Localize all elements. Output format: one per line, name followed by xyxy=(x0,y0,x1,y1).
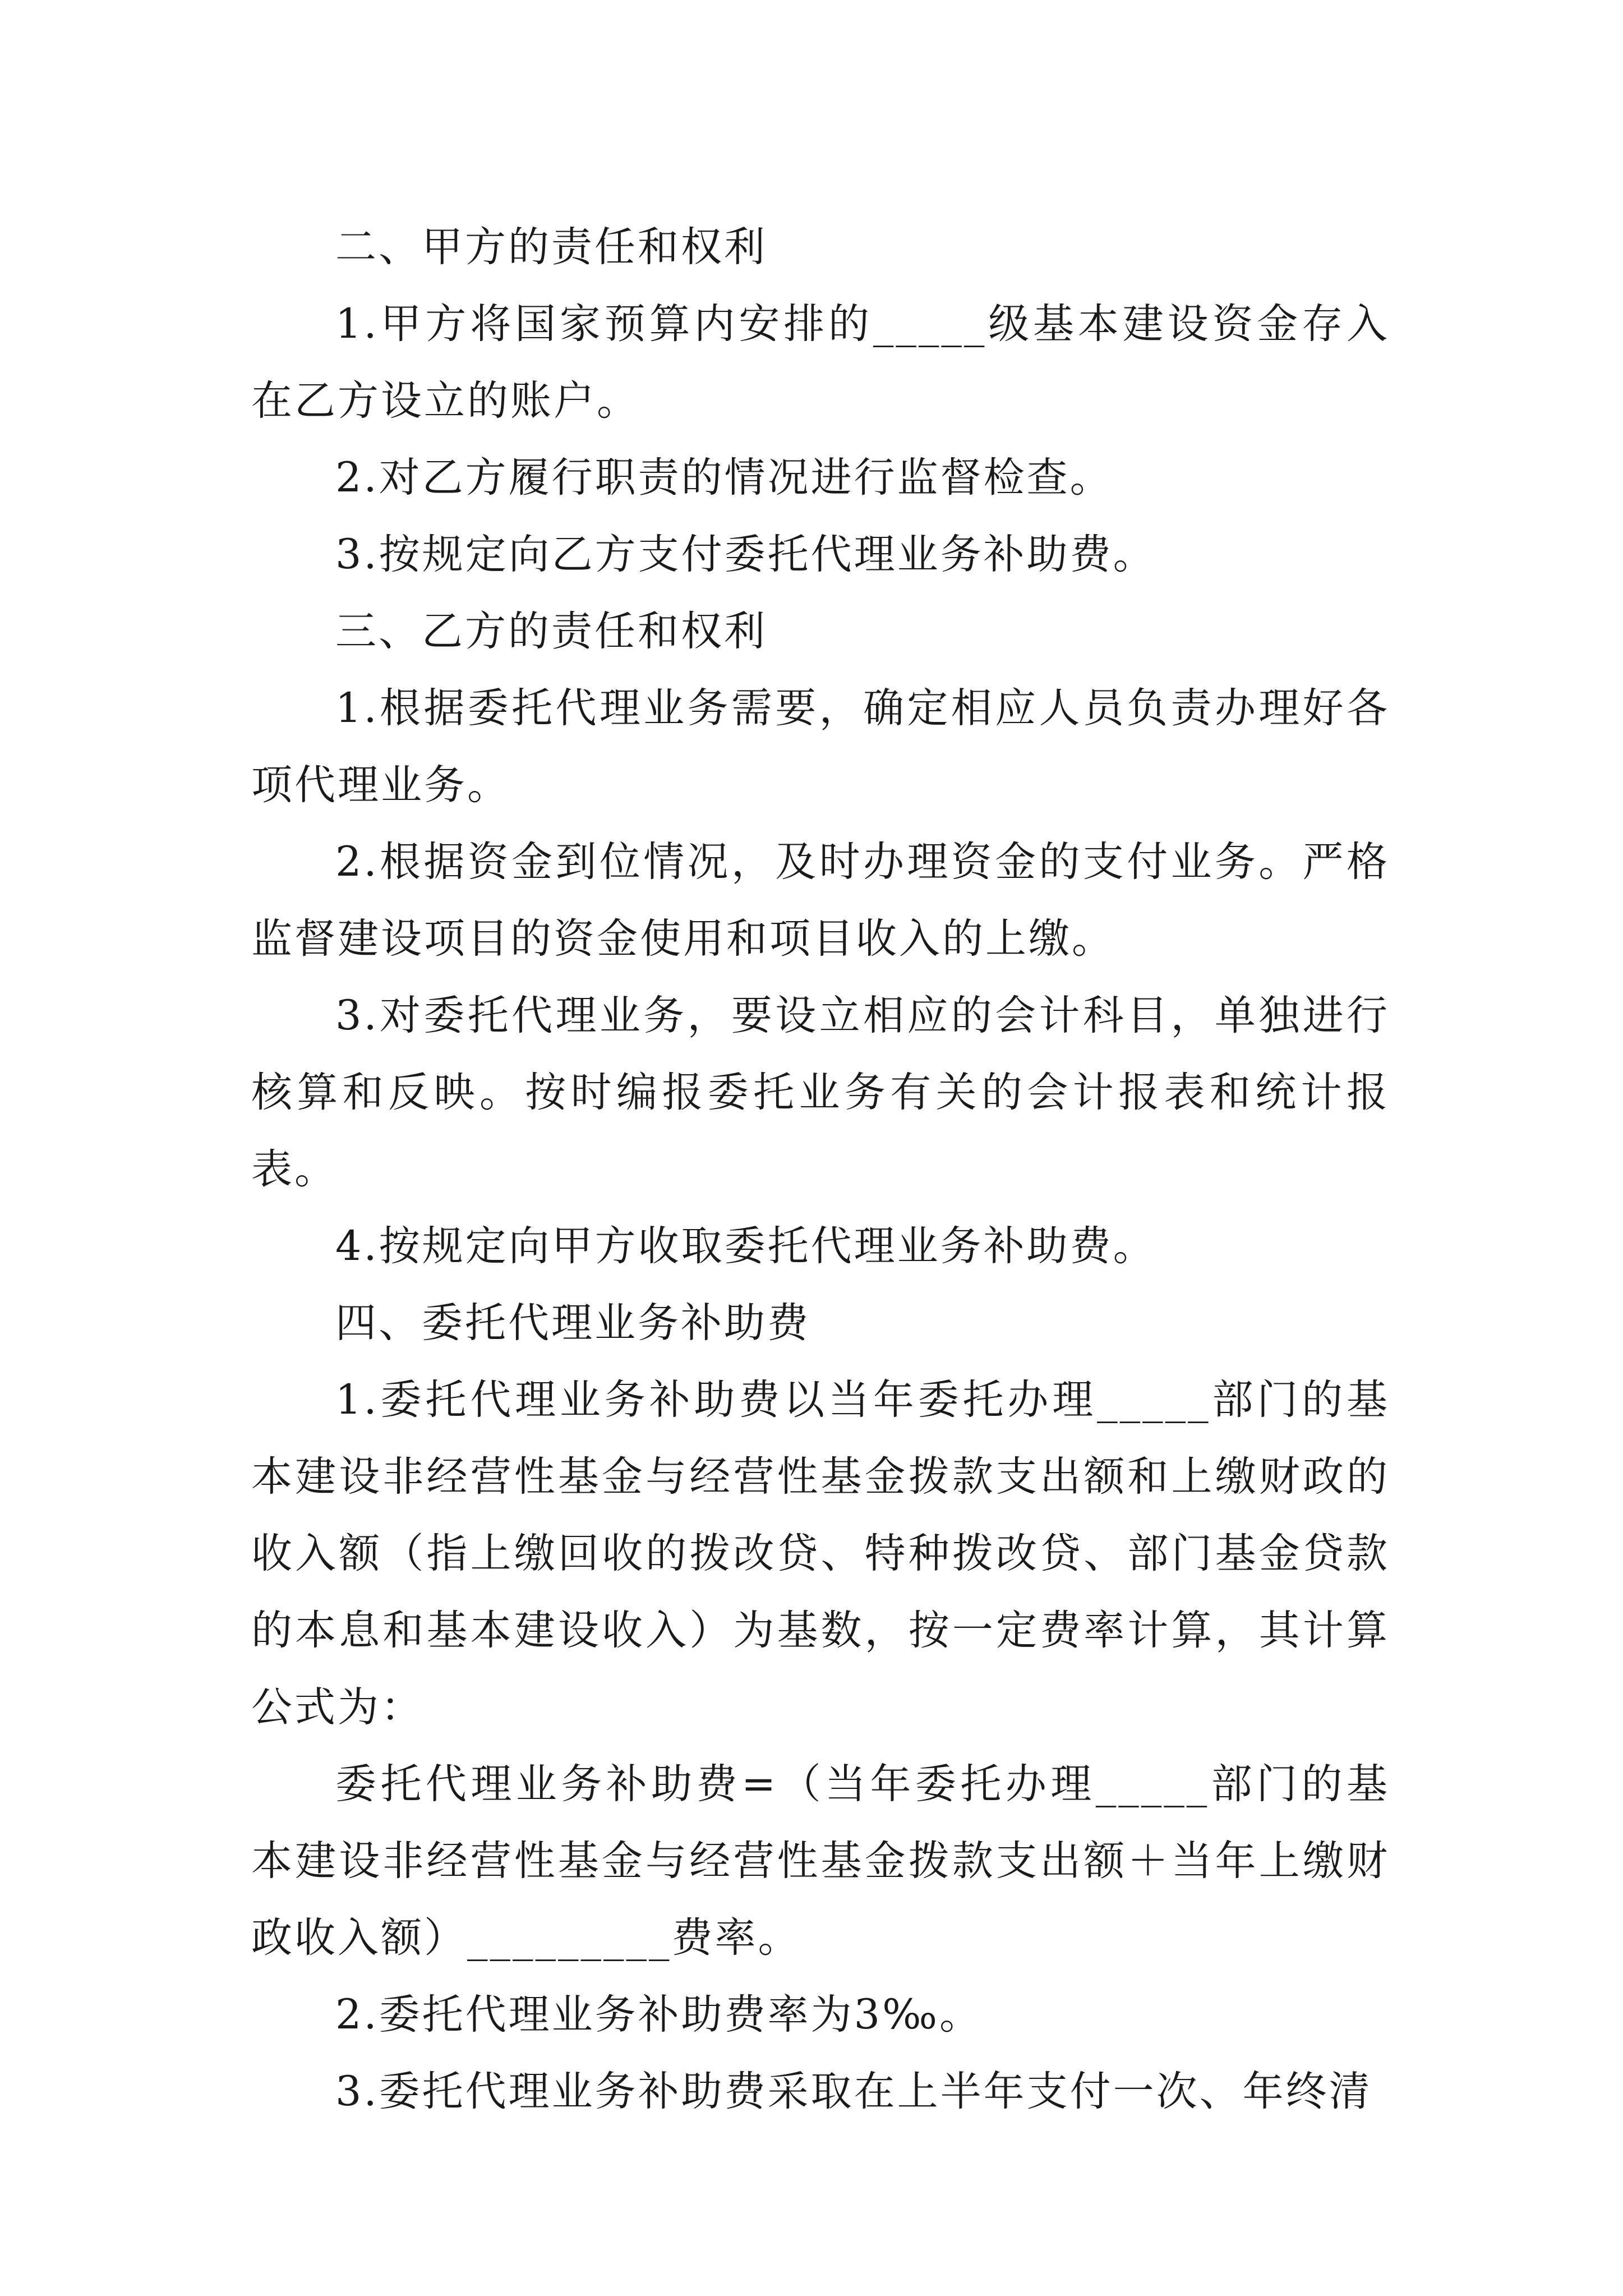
section-heading-subsidy: 四、委托代理业务补助费 xyxy=(335,1299,810,1347)
paragraph-b2: 2.根据资金到位情况，及时办理资金的支付业务。严格监督建设项目的资金使用和项目收入的上缴。 xyxy=(251,838,1390,963)
paragraph-b3: 3.对委托代理业务，要设立相应的会计科目，单独进行核算和反映。按时编报委托业务有关的会计报表和统计报表。 xyxy=(251,992,1390,1193)
paragraph-b1: 1.根据委托代理业务需要，确定相应人员负责办理好各项代理业务。 xyxy=(251,684,1390,809)
paragraph-b4: 4.按规定向甲方收取委托代理业务补助费。 xyxy=(335,1222,1156,1270)
paragraph-a1: 1.甲方将国家预算内安排的_____级基本建设资金存入在乙方设立的账户。 xyxy=(251,300,1390,425)
paragraph-formula: 委托代理业务补助费=（当年委托办理_____部门的基本建设非经营性基金与经营性基金拨款支出额＋当年上缴财政收入额）_________费率。 xyxy=(251,1760,1390,1962)
paragraph-a2: 2.对乙方履行职责的情况进行监督检查。 xyxy=(335,454,1113,501)
paragraph-c3: 3.委托代理业务补助费采取在上半年支付一次、年终清 xyxy=(335,2068,1372,2115)
section-heading-party-a: 二、甲方的责任和权利 xyxy=(335,223,767,271)
document-body xyxy=(251,209,1390,2130)
paragraph-c1: 1.委托代理业务补助费以当年委托办理_____部门的基本建设非经营性基金与经营性基金拨款支出额和上缴财政的收入额（指上缴回收的拨改贷、特种拨改贷、部门基金贷款的本息和基本建设收入）为基数，按一定费率计算，其计算公式为： xyxy=(251,1376,1390,1731)
section-heading-party-b: 三、乙方的责任和权利 xyxy=(335,608,767,655)
paragraph-c2: 2.委托代理业务补助费率为3‰。 xyxy=(335,1991,983,2039)
paragraph-a3: 3.按规定向乙方支付委托代理业务补助费。 xyxy=(335,531,1156,578)
